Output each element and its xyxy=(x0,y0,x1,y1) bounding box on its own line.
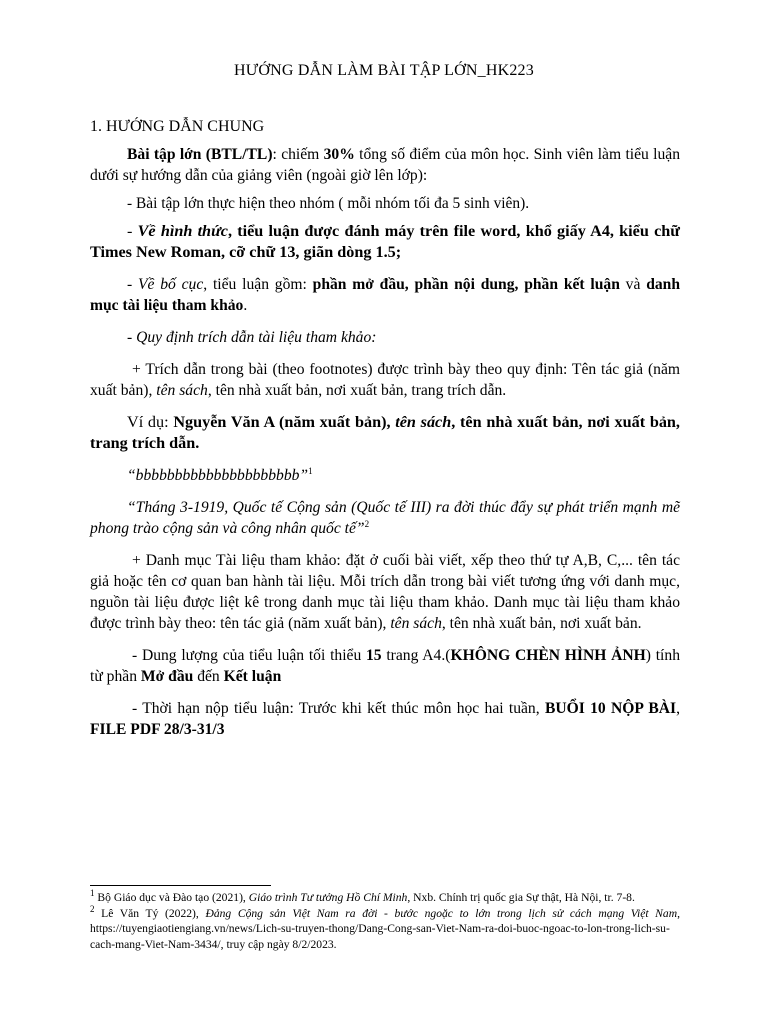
paragraph-btl: Bài tập lớn (BTL/TL): chiếm 30% tổng số điểm của môn học. Sinh viên làm tiểu luận dưới sự hướng dẫn của giảng viên (ngoài giờ lên lớp): xyxy=(90,146,680,184)
btl-term: Bài tập lớn (BTL/TL) xyxy=(127,146,273,163)
section-heading: 1. HƯỚNG DẪN CHUNG xyxy=(90,118,265,135)
paragraph-footnote-format: + Trích dẫn trong bài (theo footnotes) được trình bày theo quy định: Tên tác giả (năm xuất bản), tên sách, tên nhà xuất bản, nơi xuất bản, trang trích dẫn. xyxy=(90,361,680,399)
format-term: Về hình thức xyxy=(137,222,228,240)
paragraph-quote-example: “Tháng 3-1919, Quốc tế Cộng sản (Quốc tế III) ra đời thúc đẩy sự phát triển mạnh mẽ phong trào cộng sản và công nhân quốc tế”$^2$ xyxy=(90,499,680,537)
footnotes xyxy=(90,885,680,952)
paragraph-group: - Bài tập lớn thực hiện theo nhóm ( mỗi nhóm tối đa 5 sinh viên). xyxy=(127,195,530,212)
footnote-1: $^1$ Bộ Giáo dục và Đào tạo (2021), Giáo trình Tư tưởng Hồ Chí Minh, Nxb. Chính trị quốc gia Sự thật, Hà Nội, tr. 7-8. xyxy=(90,888,635,904)
paragraph-references: + Danh mục Tài liệu tham khảo: đặt ở cuối bài viết, xếp theo thứ tự A,B, C,... tên tác giả hoặc tên cơ quan ban hành tài liệu. Mỗi trích dẫn trong bài viết tương ứng với danh mục, nguồn tài liệu được liệt kê trong danh mục tài liệu tham khảo. Danh mục tài liệu tham khảo được trình bày theo: tên tác giả (năm xuất bản), tên sách, tên nhà xuất bản, nơi xuất bản. xyxy=(90,552,680,632)
footnote-divider xyxy=(90,885,271,886)
paragraph-deadline: - Thời hạn nộp tiểu luận: Trước khi kết thúc môn học hai tuần, BUỔI 10 NỘP BÀI, FILE PDF 28/3-31/3 xyxy=(90,700,681,738)
paragraph-citation-rule: - Quy định trích dẫn tài liệu tham khảo: xyxy=(127,329,377,346)
footnote-ref-1[interactable]: 1 xyxy=(308,465,313,476)
footnote-ref-2[interactable]: 2 xyxy=(364,518,370,529)
document-body xyxy=(90,116,680,751)
footnote-2: $^2$ Lê Văn Tý (2022), Đảng Cộng sản Việt Nam ra đời - bước ngoặc to lớn trong lịch sử cách mạng Việt Nam, https://tuyengiaotiengiang.vn/news/Lich-su-truyen-thong/Dang-Cong-san-Viet-Nam-ra-doi-buoc-ngoac-to-lon-trong-lich-su-cach-mang-Viet-Nam-3434/, truy cập ngày 8/2/2023. xyxy=(90,903,680,951)
paragraph-format: - Về hình thức, tiểu luận được đánh máy trên file word, khổ giấy A4, kiểu chữ Times New Roman, cỡ chữ 13, giãn dòng 1.5; xyxy=(90,222,680,261)
document-title: HƯỚNG DẪN LÀM BÀI TẬP LỚN_HK223 xyxy=(234,62,534,79)
footnote-2-url[interactable]: , https://tuyengiaotiengiang.vn/news/Lich-su-truyen-thong/Dang-Cong-san-Viet-Nam-ra-doi-buoc-ngoac-to-lon-trong-lich-su-cach-mang-Viet-Nam-3434/, truy cập ngày 8/2/2023. xyxy=(90,906,680,951)
paragraph-example: Ví dụ: Nguyễn Văn A (năm xuất bản), tên sách, tên nhà xuất bản, nơi xuất bản, trang trích dẫn. xyxy=(90,413,680,452)
paragraph-length: - Dung lượng của tiểu luận tối thiểu 15 trang A4.(KHÔNG CHÈN HÌNH ẢNH) tính từ phần Mở đầu đến Kết luận xyxy=(90,647,680,685)
score-percent: 30% xyxy=(323,146,355,163)
paragraph-quote-placeholder: “bbbbbbbbbbbbbbbbbbbbb”$^1$ xyxy=(127,465,313,484)
paragraph-structure: - Về bố cục, tiểu luận gồm: phần mở đầu, phần nội dung, phần kết luận và danh mục tài liệu tham khảo. xyxy=(90,276,681,314)
